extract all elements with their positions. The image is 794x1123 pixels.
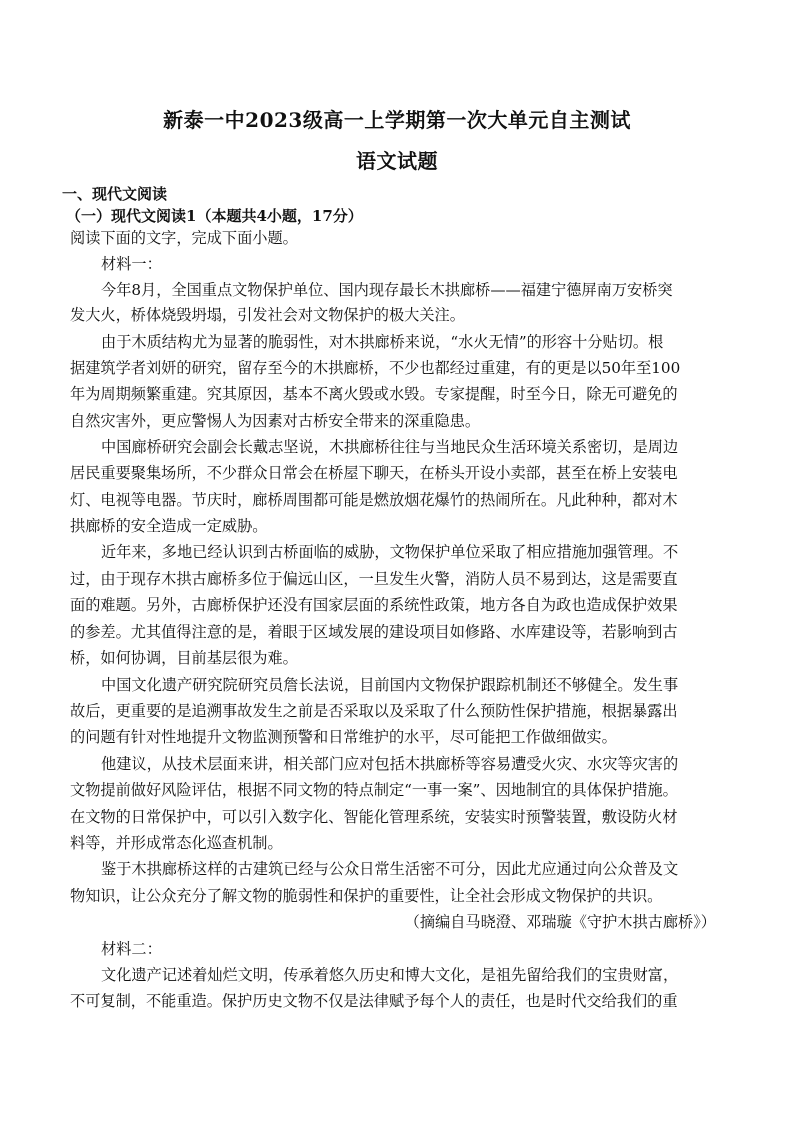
paragraph-line: 他建议，从技术层面来讲，相关部门应对包括木拱廊桥等容易遭受火灾、水灾等灾害的	[101, 755, 679, 773]
paragraph-line: 过，由于现存木拱古廊桥多位于偏远山区，一旦发生火警，消防人员不易到达，这是需要直	[70, 570, 678, 588]
paragraph-line: 中国文化遗产研究院研究员詹长法说，目前国内文物保护跟踪机制还不够健全。发生事	[101, 676, 679, 694]
paragraph-line: 面的难题。另外，古廊桥保护还没有国家层面的系统性政策，地方各自为政也造成保护效果	[70, 596, 678, 614]
paragraph-line: 在文物的日常保护中，可以引入数字化、智能化管理系统，安装实时预警装置，敷设防火材	[70, 808, 678, 826]
paragraph-line: 鉴于木拱廊桥这样的古建筑已经与公众日常生活密不可分，因此尤应通过向公众普及文	[101, 860, 679, 878]
paragraph-line: 自然灾害外，更应警惕人为因素对古桥安全带来的深重隐患。	[70, 412, 481, 430]
paragraph-line: 今年8月，全国重点文物保护单位、国内现存最长木拱廊桥——福建宁德屏南万安桥突	[101, 281, 673, 299]
section-subheading: （一）现代文阅读1（本题共4小题，17分）	[66, 207, 363, 225]
exam-subtitle: 语文试题	[356, 149, 438, 173]
section-heading: 一、现代文阅读	[62, 185, 168, 203]
paragraph-line: 拱廊桥的安全造成一定威胁。	[70, 517, 268, 535]
paragraph-line: 不可复制，不能重造。保护历史文物不仅是法律赋予每个人的责任，也是时代交给我们的重	[70, 992, 678, 1010]
paragraph-line: 居民重要聚集场所，不少群众日常会在桥屋下聊天，在桥头开设小卖部，甚至在桥上安装电	[70, 464, 678, 482]
paragraph-line: 文化遗产记述着灿烂文明，传承着悠久历史和博大文化，是祖先留给我们的宝贵财富，	[101, 966, 679, 984]
exam-title: 新泰一中2023级高一上学期第一次大单元自主测试	[163, 108, 631, 132]
material1-citation: （摘编自马晓澄、邓瑞璇《守护木拱古廊桥》）	[404, 913, 716, 931]
paragraph-line: 故后，更重要的是追溯事故发生之前是否采取以及采取了什么预防性保护措施，根据暴露出	[70, 702, 678, 720]
paragraph-line: 桥，如何协调，目前基层很为难。	[70, 649, 298, 667]
paragraph-line: 料等，并形成常态化巡查机制。	[70, 834, 283, 852]
paragraph-line: 发大火，桥体烧毁坍塌，引发社会对文物保护的极大关注。	[70, 306, 465, 324]
paragraph-line: 文物提前做好风险评估，根据不同文物的特点制定“一事一案”、因地制宜的具体保护措施。	[70, 781, 678, 799]
paragraph-line: 据建筑学者刘妍的研究，留存至今的木拱廊桥，不少也都经过重建，有的更是以50年至100	[70, 359, 681, 377]
instruction-text: 阅读下面的文字，完成下面小题。	[70, 229, 298, 247]
material2-label: 材料二：	[101, 940, 162, 958]
paragraph-line: 灯、电视等电器。节庆时，廊桥周围都可能是燃放烟花爆竹的热闹所在。凡此种种，都对木	[70, 491, 678, 509]
paragraph-line: 中国廊桥研究会副会长戴志坚说，木拱廊桥往往与当地民众生活环境关系密切，是周边	[101, 438, 679, 456]
paragraph-line: 由于木质结构尤为显著的脆弱性，对木拱廊桥来说，“水火无情”的形容十分贴切。根	[101, 333, 664, 351]
paragraph-line: 近年来，多地已经认识到古桥面临的威胁，文物保护单位采取了相应措施加强管理。不	[101, 543, 679, 561]
paragraph-line: 年为周期频繁重建。究其原因，基本不离火毁或水毁。专家提醒，时至今日，除无可避免的	[70, 385, 678, 403]
paragraph-line: 的参差。尤其值得注意的是，着眼于区域发展的建设项目如修路、水库建设等，若影响到古	[70, 623, 678, 641]
material1-label: 材料一：	[101, 255, 162, 273]
paragraph-line: 的问题有针对性地提升文物监测预警和日常维护的水平，尽可能把工作做细做实。	[70, 728, 617, 746]
paragraph-line: 物知识，让公众充分了解文物的脆弱性和保护的重要性，让全社会形成文物保护的共识。	[70, 887, 663, 905]
